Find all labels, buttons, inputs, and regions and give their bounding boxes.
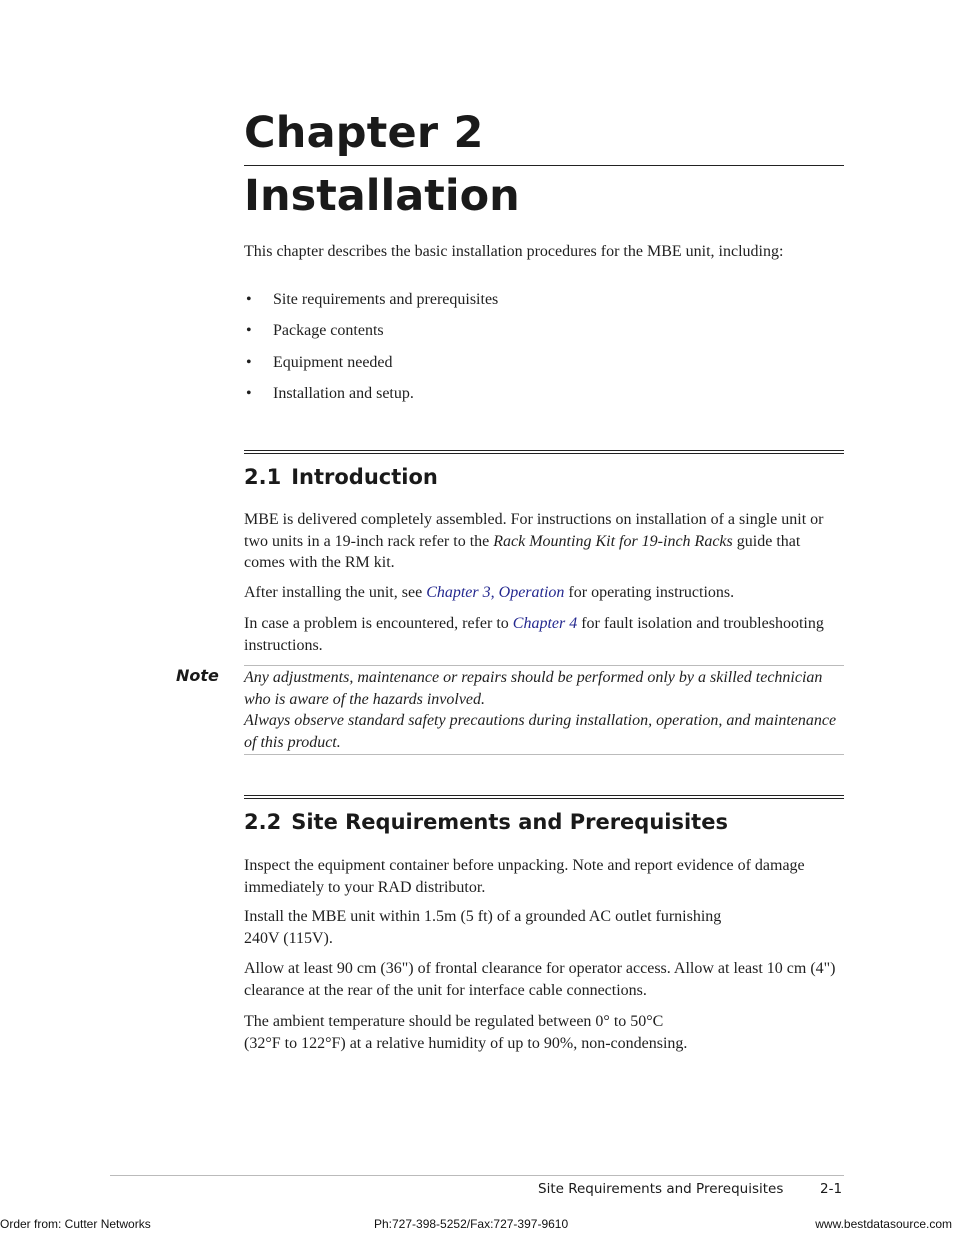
bullet-icon: • [246, 384, 252, 402]
footer-rule [110, 1175, 844, 1176]
section-heading-site-requirements [244, 810, 728, 834]
site-paragraph-1: Inspect the equipment container before unpacking. Note and report evidence of damage immediately to your RAD distributor. [244, 857, 805, 896]
section-number: 2.1 [244, 465, 282, 489]
intro-section-paragraph-2 [244, 582, 844, 604]
chapter-3-link[interactable]: Chapter 3, Operation [426, 584, 565, 601]
note-label: Note [176, 666, 219, 685]
site-paragraph-2 [244, 906, 844, 949]
chapter-4-link[interactable]: Chapter 4 [512, 615, 578, 632]
list-item [244, 352, 498, 383]
chapter-label: Chapter 2 [244, 108, 484, 158]
chapter-rule [244, 165, 844, 166]
guide-title: Rack Mounting Kit for 19-inch Racks [493, 532, 733, 550]
text-run: In case a problem is encountered, refer to [244, 615, 513, 632]
note-bottom-rule [244, 754, 844, 755]
intro-section-paragraph-1 [244, 509, 844, 574]
text-run: MBE is delivered completely assembled. For instructions on installation of a single unit or two units in a 19-inch rack refer to the [244, 511, 824, 550]
list-item-text: Equipment needed [273, 353, 393, 371]
text-line: The ambient temperature should be regulated between 0° to 50°C [244, 1013, 664, 1030]
site-paragraph-3: Allow at least 90 cm (36") of frontal clearance for operator access. Allow at least 10 cm (4") clearance at the rear of the unit for interface cable connections. [244, 960, 836, 999]
section-number: 2.2 [244, 810, 282, 834]
intro-paragraph: This chapter describes the basic installation procedures for the MBE unit, including: [244, 243, 784, 260]
bullet-icon: • [246, 322, 252, 340]
list-item-text: Installation and setup. [273, 384, 414, 402]
note-line-2: Always observe standard safety precautions during installation, operation, and maintenance of this product. [244, 712, 837, 751]
section-divider [244, 795, 844, 799]
list-item [244, 320, 498, 351]
text-line: Install the MBE unit within 1.5m (5 ft) of a grounded AC outlet furnishing [244, 908, 722, 925]
footer-page-number: 2-1 [820, 1181, 843, 1197]
note-text [244, 667, 844, 753]
strip-website: www.bestdatasource.com [815, 1217, 952, 1231]
text-run: guide that comes with the RM kit. [244, 532, 801, 571]
text-run: After installing the unit, see [244, 584, 427, 601]
list-item [244, 289, 498, 320]
strip-order-from: Order from: Cutter Networks [0, 1217, 151, 1231]
text-line: (32°F to 122°F) at a relative humidity of up to 90%, non-condensing. [244, 1034, 688, 1052]
list-item-text: Package contents [273, 322, 384, 340]
site-paragraph-4 [244, 1011, 844, 1054]
section-title: Introduction [291, 465, 438, 489]
list-item [244, 383, 498, 414]
note-line-1: Any adjustments, maintenance or repairs should be performed only by a skilled technician who is aware of the hazards involved. [244, 669, 823, 708]
bullet-icon: • [246, 291, 252, 308]
text-line: 240V (115V). [244, 929, 333, 947]
text-run: for operating instructions. [564, 584, 735, 601]
list-item-text: Site requirements and prerequisites [273, 291, 499, 308]
intro-section-paragraph-3 [244, 613, 844, 656]
section-heading-introduction [244, 465, 438, 489]
bullet-icon: • [246, 353, 252, 371]
strip-phone-fax: Ph:727-398-5252/Fax:727-397-9610 [374, 1217, 569, 1231]
footer-section-title: Site Requirements and Prerequisites [538, 1181, 784, 1197]
section-divider [244, 450, 844, 454]
note-top-rule [244, 665, 844, 666]
chapter-title: Installation [244, 171, 520, 221]
intro-bullet-list [244, 289, 498, 414]
section-title: Site Requirements and Prerequisites [291, 810, 728, 834]
text-run: for fault isolation and troubleshooting instructions. [244, 615, 824, 654]
